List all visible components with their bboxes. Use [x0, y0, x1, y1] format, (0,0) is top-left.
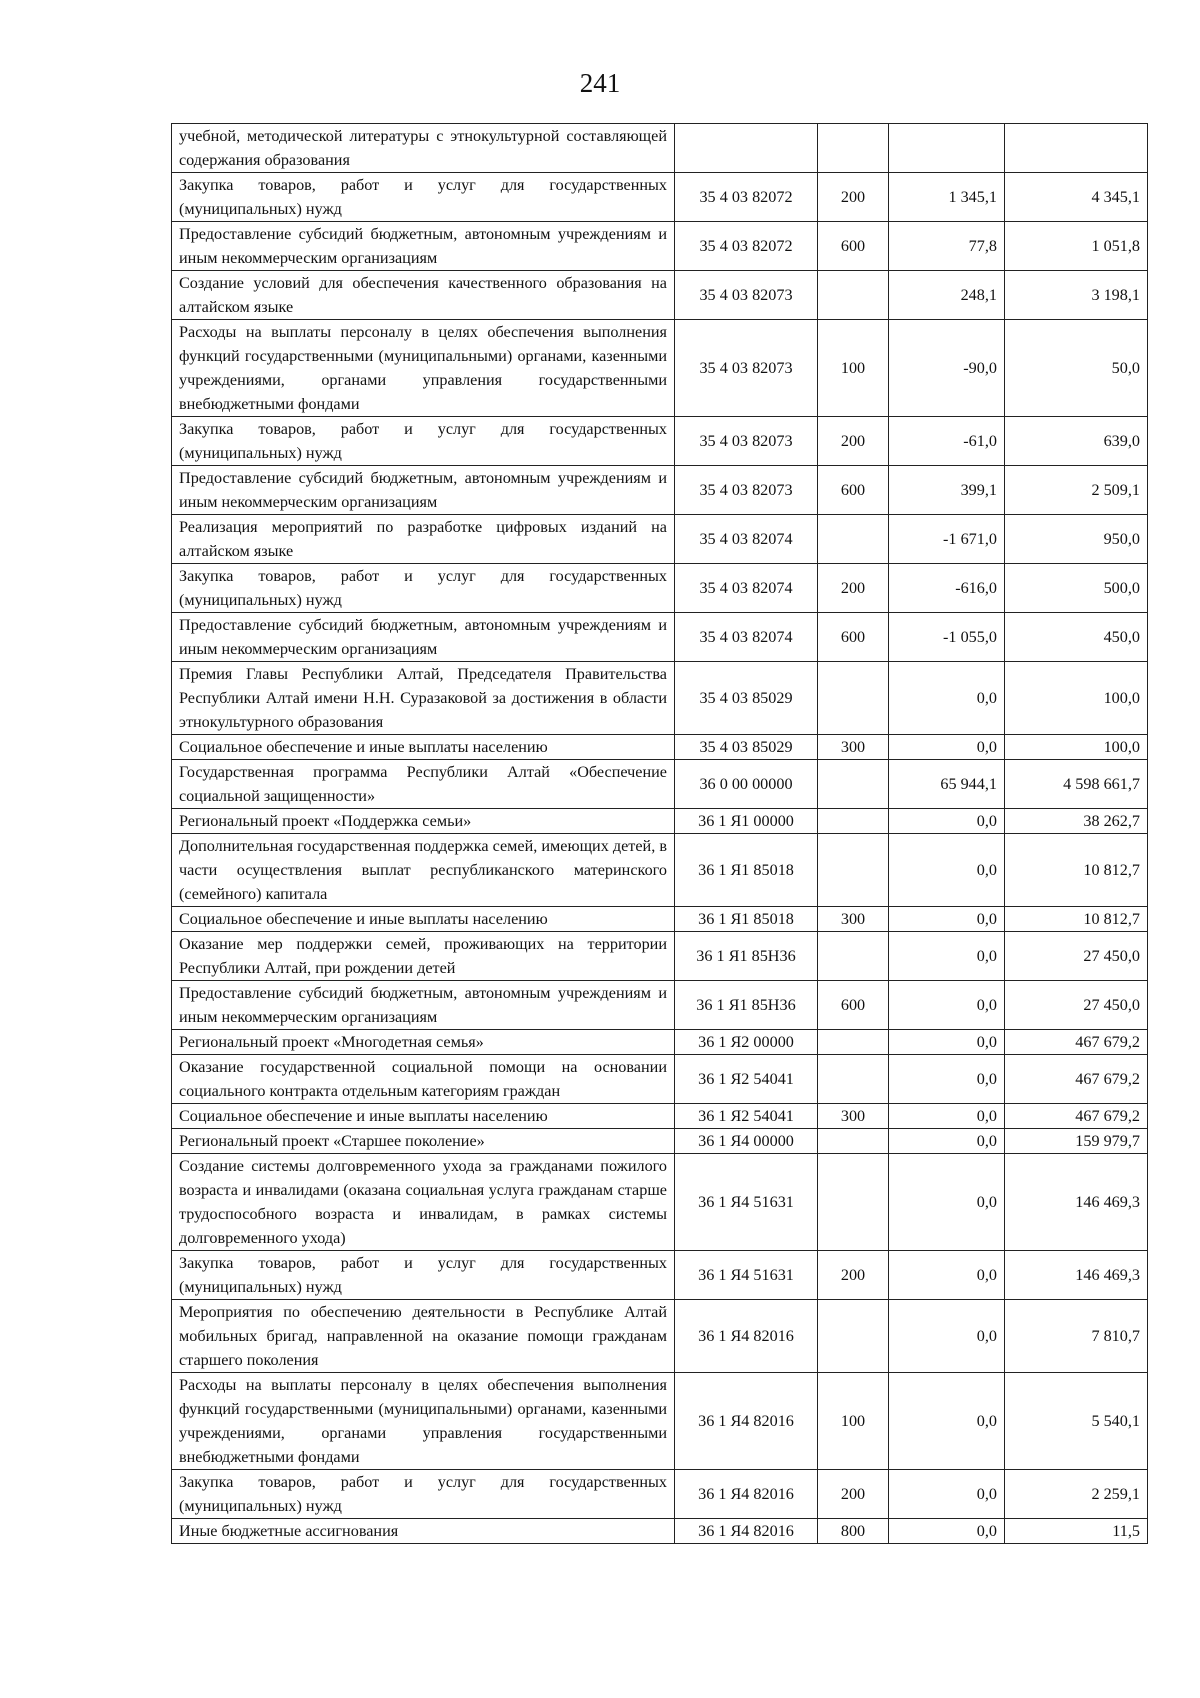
row-expense-type-cell: 600	[818, 613, 889, 662]
row-code-cell: 35 4 03 82073	[675, 271, 818, 320]
row-change-cell: -61,0	[889, 417, 1005, 466]
row-change-cell: 65 944,1	[889, 760, 1005, 809]
row-expense-type-cell	[818, 1055, 889, 1104]
row-total-cell: 500,0	[1005, 564, 1148, 613]
row-total-cell: 639,0	[1005, 417, 1148, 466]
row-name-cell: Социальное обеспечение и иные выплаты населению	[172, 907, 675, 932]
table-row	[172, 124, 1148, 173]
row-expense-type-cell: 100	[818, 320, 889, 417]
row-change-cell: 0,0	[889, 907, 1005, 932]
row-expense-type-cell	[818, 1129, 889, 1154]
row-name-cell: Оказание мер поддержки семей, проживающих на территории Республики Алтай, при рождении детей	[172, 932, 675, 981]
row-expense-type-cell: 100	[818, 1373, 889, 1470]
row-change-cell: 0,0	[889, 1030, 1005, 1055]
table-row	[172, 613, 1148, 662]
row-total-cell: 5 540,1	[1005, 1373, 1148, 1470]
row-total-cell: 2 509,1	[1005, 466, 1148, 515]
row-code-cell: 36 1 Я1 85Н36	[675, 932, 818, 981]
row-total-cell: 100,0	[1005, 735, 1148, 760]
row-name-cell: Региональный проект «Старшее поколение»	[172, 1129, 675, 1154]
table-row	[172, 1104, 1148, 1129]
table-row	[172, 1519, 1148, 1544]
row-code-cell: 36 1 Я4 82016	[675, 1470, 818, 1519]
row-code-cell: 35 4 03 85029	[675, 662, 818, 735]
table-row	[172, 466, 1148, 515]
row-name-cell: Закупка товаров, работ и услуг для государственных (муниципальных) нужд	[172, 1251, 675, 1300]
row-name-cell: учебной, методической литературы с этнокультурной составляющей содержания образования	[172, 124, 675, 173]
row-code-cell: 36 1 Я4 00000	[675, 1129, 818, 1154]
row-code-cell: 36 1 Я1 85018	[675, 907, 818, 932]
row-name-cell: Социальное обеспечение и иные выплаты населению	[172, 735, 675, 760]
budget-table	[171, 123, 1148, 1544]
row-total-cell: 450,0	[1005, 613, 1148, 662]
row-code-cell: 36 1 Я4 51631	[675, 1154, 818, 1251]
row-expense-type-cell	[818, 662, 889, 735]
row-total-cell: 3 198,1	[1005, 271, 1148, 320]
row-code-cell: 36 1 Я2 54041	[675, 1104, 818, 1129]
table-row	[172, 662, 1148, 735]
row-total-cell: 467 679,2	[1005, 1030, 1148, 1055]
row-code-cell: 36 1 Я4 51631	[675, 1251, 818, 1300]
row-code-cell: 36 1 Я4 82016	[675, 1519, 818, 1544]
row-expense-type-cell: 300	[818, 907, 889, 932]
row-code-cell: 36 1 Я2 00000	[675, 1030, 818, 1055]
row-expense-type-cell	[818, 809, 889, 834]
row-code-cell: 36 0 00 00000	[675, 760, 818, 809]
row-total-cell: 11,5	[1005, 1519, 1148, 1544]
row-code-cell: 36 1 Я4 82016	[675, 1373, 818, 1470]
row-name-cell: Расходы на выплаты персоналу в целях обеспечения выполнения функций государственными (муниципальными) органами, казенными учреждениями, органами управления государственными внебюджетными фондами	[172, 1373, 675, 1470]
row-expense-type-cell: 300	[818, 1104, 889, 1129]
table-row	[172, 932, 1148, 981]
row-expense-type-cell: 200	[818, 1470, 889, 1519]
row-code-cell: 35 4 03 82074	[675, 515, 818, 564]
row-name-cell: Предоставление субсидий бюджетным, автономным учреждениям и иным некоммерческим организациям	[172, 613, 675, 662]
row-expense-type-cell: 200	[818, 173, 889, 222]
row-expense-type-cell: 200	[818, 417, 889, 466]
table-row	[172, 564, 1148, 613]
row-expense-type-cell: 600	[818, 466, 889, 515]
row-name-cell: Закупка товаров, работ и услуг для государственных (муниципальных) нужд	[172, 1470, 675, 1519]
row-expense-type-cell: 200	[818, 564, 889, 613]
row-expense-type-cell: 600	[818, 222, 889, 271]
row-name-cell: Предоставление субсидий бюджетным, автономным учреждениям и иным некоммерческим организациям	[172, 222, 675, 271]
row-change-cell: 77,8	[889, 222, 1005, 271]
table-row	[172, 271, 1148, 320]
budget-table-body	[172, 124, 1148, 1544]
row-name-cell: Иные бюджетные ассигнования	[172, 1519, 675, 1544]
row-name-cell: Расходы на выплаты персоналу в целях обеспечения выполнения функций государственными (муниципальными) органами, казенными учреждениями, органами управления государственными внебюджетными фондами	[172, 320, 675, 417]
row-total-cell: 950,0	[1005, 515, 1148, 564]
row-expense-type-cell	[818, 1154, 889, 1251]
row-name-cell: Создание условий для обеспечения качественного образования на алтайском языке	[172, 271, 675, 320]
row-expense-type-cell	[818, 932, 889, 981]
row-code-cell: 35 4 03 82073	[675, 466, 818, 515]
row-change-cell: 0,0	[889, 834, 1005, 907]
row-name-cell: Закупка товаров, работ и услуг для государственных (муниципальных) нужд	[172, 417, 675, 466]
row-code-cell: 35 4 03 82072	[675, 222, 818, 271]
table-row	[172, 760, 1148, 809]
row-name-cell: Мероприятия по обеспечению деятельности в Республике Алтай мобильных бригад, направленной на оказание помощи гражданам старшего поколения	[172, 1300, 675, 1373]
row-expense-type-cell	[818, 271, 889, 320]
row-code-cell: 36 1 Я1 00000	[675, 809, 818, 834]
row-change-cell: 0,0	[889, 735, 1005, 760]
row-expense-type-cell	[818, 1030, 889, 1055]
row-total-cell	[1005, 124, 1148, 173]
table-row	[172, 417, 1148, 466]
row-expense-type-cell: 200	[818, 1251, 889, 1300]
row-change-cell: 0,0	[889, 981, 1005, 1030]
row-total-cell: 467 679,2	[1005, 1055, 1148, 1104]
row-name-cell: Создание системы долговременного ухода за гражданами пожилого возраста и инвалидами (оказана социальная услуга гражданам старше трудоспособного возраста и инвалидам, в рамках системы долговременного ухода)	[172, 1154, 675, 1251]
table-row	[172, 1030, 1148, 1055]
row-expense-type-cell	[818, 124, 889, 173]
row-code-cell: 36 1 Я2 54041	[675, 1055, 818, 1104]
row-total-cell: 2 259,1	[1005, 1470, 1148, 1519]
row-code-cell	[675, 124, 818, 173]
row-change-cell: 0,0	[889, 1154, 1005, 1251]
row-code-cell: 35 4 03 82073	[675, 417, 818, 466]
row-total-cell: 10 812,7	[1005, 907, 1148, 932]
row-name-cell: Региональный проект «Поддержка семьи»	[172, 809, 675, 834]
table-row	[172, 1055, 1148, 1104]
row-expense-type-cell: 600	[818, 981, 889, 1030]
row-expense-type-cell	[818, 834, 889, 907]
table-row	[172, 809, 1148, 834]
row-total-cell: 467 679,2	[1005, 1104, 1148, 1129]
row-code-cell: 36 1 Я1 85Н36	[675, 981, 818, 1030]
row-name-cell: Предоставление субсидий бюджетным, автономным учреждениям и иным некоммерческим организациям	[172, 466, 675, 515]
row-total-cell: 27 450,0	[1005, 932, 1148, 981]
row-expense-type-cell	[818, 760, 889, 809]
row-change-cell: 0,0	[889, 932, 1005, 981]
table-row	[172, 1373, 1148, 1470]
row-change-cell: 0,0	[889, 1470, 1005, 1519]
row-total-cell: 146 469,3	[1005, 1251, 1148, 1300]
table-row	[172, 1470, 1148, 1519]
row-change-cell: 0,0	[889, 1519, 1005, 1544]
row-total-cell: 50,0	[1005, 320, 1148, 417]
row-total-cell: 159 979,7	[1005, 1129, 1148, 1154]
row-code-cell: 35 4 03 82073	[675, 320, 818, 417]
row-name-cell: Закупка товаров, работ и услуг для государственных (муниципальных) нужд	[172, 173, 675, 222]
row-expense-type-cell: 300	[818, 735, 889, 760]
row-total-cell: 38 262,7	[1005, 809, 1148, 834]
table-row	[172, 834, 1148, 907]
row-change-cell: 0,0	[889, 1055, 1005, 1104]
row-change-cell: -90,0	[889, 320, 1005, 417]
row-change-cell: 248,1	[889, 271, 1005, 320]
row-name-cell: Закупка товаров, работ и услуг для государственных (муниципальных) нужд	[172, 564, 675, 613]
row-change-cell: 1 345,1	[889, 173, 1005, 222]
row-change-cell: -1 055,0	[889, 613, 1005, 662]
table-row	[172, 1300, 1148, 1373]
table-row	[172, 1129, 1148, 1154]
row-change-cell: 0,0	[889, 1300, 1005, 1373]
row-change-cell: -1 671,0	[889, 515, 1005, 564]
table-row	[172, 222, 1148, 271]
row-code-cell: 36 1 Я4 82016	[675, 1300, 818, 1373]
row-name-cell: Премия Главы Республики Алтай, Председателя Правительства Республики Алтай имени Н.Н. Суразаковой за достижения в области этнокультурного образования	[172, 662, 675, 735]
row-name-cell: Региональный проект «Многодетная семья»	[172, 1030, 675, 1055]
row-code-cell: 35 4 03 82074	[675, 613, 818, 662]
row-total-cell: 100,0	[1005, 662, 1148, 735]
table-row	[172, 1251, 1148, 1300]
row-name-cell: Дополнительная государственная поддержка семей, имеющих детей, в части осуществления выплат республиканского материнского (семейного) капитала	[172, 834, 675, 907]
row-name-cell: Социальное обеспечение и иные выплаты населению	[172, 1104, 675, 1129]
row-expense-type-cell: 800	[818, 1519, 889, 1544]
row-change-cell: 0,0	[889, 1104, 1005, 1129]
row-code-cell: 35 4 03 82072	[675, 173, 818, 222]
row-total-cell: 4 598 661,7	[1005, 760, 1148, 809]
row-change-cell: -616,0	[889, 564, 1005, 613]
row-change-cell: 0,0	[889, 1129, 1005, 1154]
table-row	[172, 735, 1148, 760]
row-code-cell: 36 1 Я1 85018	[675, 834, 818, 907]
row-name-cell: Оказание государственной социальной помощи на основании социального контракта отдельным категориям граждан	[172, 1055, 675, 1104]
page-number: 241	[579, 68, 621, 98]
row-total-cell: 7 810,7	[1005, 1300, 1148, 1373]
table-row	[172, 320, 1148, 417]
row-expense-type-cell	[818, 1300, 889, 1373]
table-row	[172, 173, 1148, 222]
table-row	[172, 1154, 1148, 1251]
row-change-cell: 0,0	[889, 809, 1005, 834]
table-row	[172, 907, 1148, 932]
table-row	[172, 515, 1148, 564]
row-change-cell: 399,1	[889, 466, 1005, 515]
row-name-cell: Предоставление субсидий бюджетным, автономным учреждениям и иным некоммерческим организациям	[172, 981, 675, 1030]
row-total-cell: 10 812,7	[1005, 834, 1148, 907]
row-total-cell: 27 450,0	[1005, 981, 1148, 1030]
row-code-cell: 35 4 03 85029	[675, 735, 818, 760]
row-total-cell: 4 345,1	[1005, 173, 1148, 222]
row-name-cell: Реализация мероприятий по разработке цифровых изданий на алтайском языке	[172, 515, 675, 564]
row-expense-type-cell	[818, 515, 889, 564]
row-total-cell: 146 469,3	[1005, 1154, 1148, 1251]
row-code-cell: 35 4 03 82074	[675, 564, 818, 613]
row-change-cell: 0,0	[889, 1251, 1005, 1300]
row-change-cell: 0,0	[889, 662, 1005, 735]
row-change-cell	[889, 124, 1005, 173]
row-change-cell: 0,0	[889, 1373, 1005, 1470]
table-row	[172, 981, 1148, 1030]
row-total-cell: 1 051,8	[1005, 222, 1148, 271]
row-name-cell: Государственная программа Республики Алтай «Обеспечение социальной защищенности»	[172, 760, 675, 809]
